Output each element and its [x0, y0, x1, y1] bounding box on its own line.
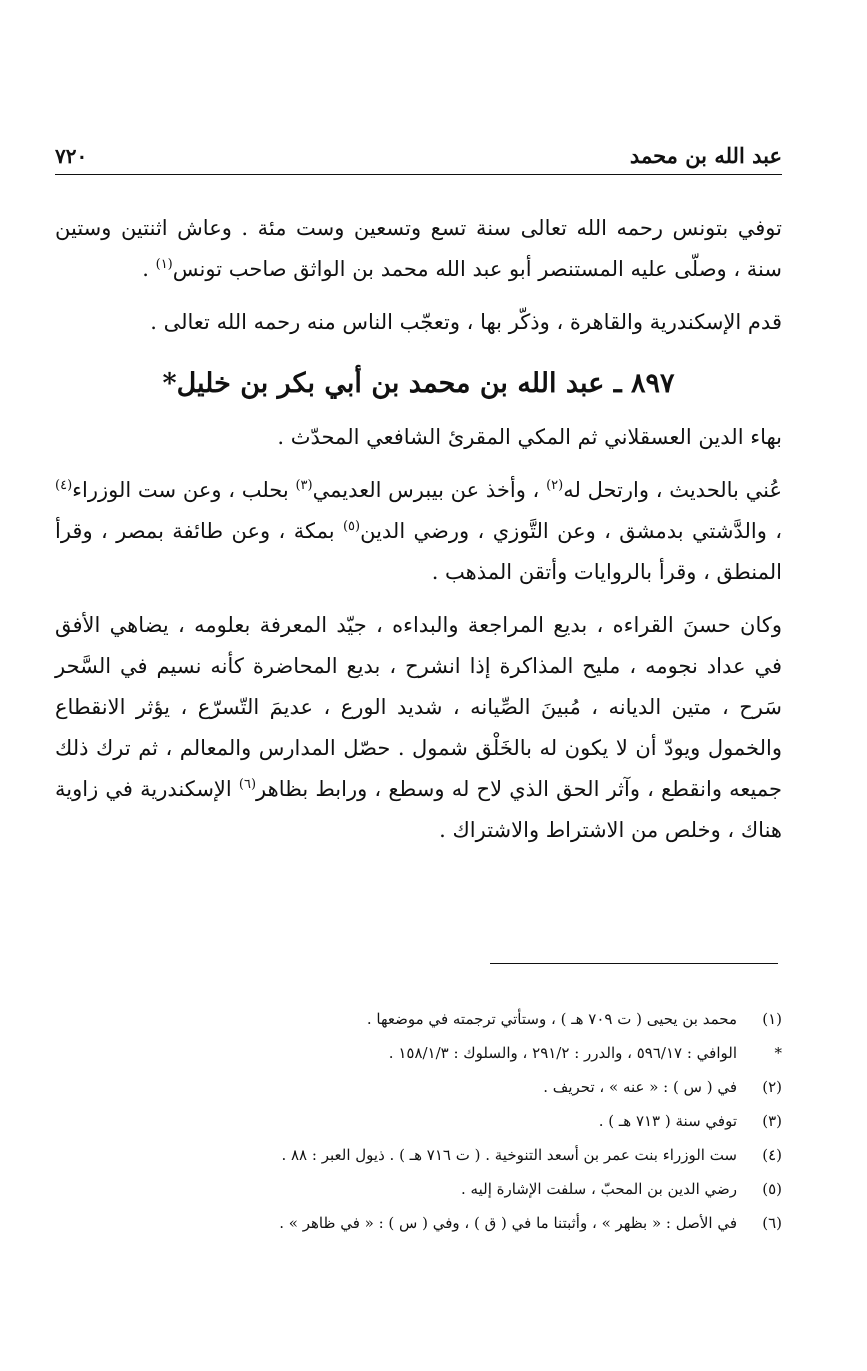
footnote-marker: (٤) — [762, 1146, 782, 1164]
footnote-text: رضي الدين بن المحبّ ، سلفت الإشارة إليه . — [461, 1180, 737, 1198]
footnote-text: توفي سنة ( ٧١٣ هـ ) . — [598, 1112, 737, 1130]
footnote-text: محمد بن يحيى ( ت ٧٠٩ هـ ) ، وستأتي ترجمته في موضعها . — [366, 1010, 737, 1028]
footnote-marker: (٢) — [762, 1078, 782, 1096]
footnote-text: في ( س ) : « عنه » ، تحريف . — [543, 1078, 737, 1096]
text-span: وكان حسنَ القراءه ، بديع المراجعة والبداءه ، جيّد المعرفة بعلومه ، يضاهي الأفق في عداد نجومه ، مليح المذاكرة إذا انشرح ، بديع المحاضرة كأنه نسيم في السَّحر سَرح ، متين الديانه ، مُبينَ الصِّيانه ، شديد الورع ، عديمَ التّسرّع ، يؤثر الانقطاع والخمول ويودّ أن لا يكون له بالخَلْق شمول . حصّل المدارس والمعالم ، ثم ترك ذلك جميعه وانقطع ، وآثر الحق الذي لاح له وسطع ، ورابط بظاهر — [55, 613, 782, 801]
footnote-marker: (١) — [762, 1010, 782, 1028]
footnote-text: ست الوزراء بنت عمر بن أسعد التنوخية . ( ت ٧١٦ هـ ) . ذيول العبر : ٨٨ . — [281, 1146, 737, 1164]
footnote-divider — [490, 963, 778, 964]
footnote-marker: (٥) — [762, 1180, 782, 1198]
paragraph-title: بهاء الدين العسقلاني ثم المكي المقرئ الشافعي المحدّث . — [277, 425, 782, 449]
footnote-marker: (٣) — [762, 1112, 782, 1130]
paragraph-alexandria: قدم الإسكندرية والقاهرة ، وذكّر بها ، وتعجّب الناس منه رحمه الله تعالى . — [150, 310, 782, 334]
footnote-ref-2: (٢) — [546, 478, 564, 493]
footnote-ref-6: (٦) — [238, 777, 257, 792]
text-span: توفي بتونس رحمه الله تعالى سنة تسع وتسعين وست مئة . وعاش اثنتين وستين سنة ، وصلّى عليه المستنصر أبو عبد الله محمد بن الواثق صاحب تونس — [55, 216, 782, 281]
header-title: عبد الله بن محمد — [629, 143, 782, 168]
footnote-marker: (٦) — [762, 1214, 782, 1232]
footnote-ref-3: (٣) — [295, 478, 313, 493]
footnotes — [90, 1002, 782, 1240]
text-span: ، والدَّشتي بدمشق ، وعن التَّوزي ، ورضي الدين — [360, 519, 782, 543]
footnote-ref-1: (١) — [155, 257, 173, 272]
footnote-text: في الأصل : « بظهر » ، وأثبتنا ما في ( ق ) ، وفي ( س ) : « في ظاهر » . — [279, 1214, 737, 1232]
footnote-text: الوافي : ٥٩٦/١٧ ، والدرر : ٢٩١/٢ ، والسلوك : ١٥٨/١/٣ . — [388, 1044, 737, 1062]
text-span: الإسكندرية في زاوية هناك ، وخلص من الاشتراط والاشتراك . — [55, 777, 782, 842]
footnote-marker: * — [774, 1044, 782, 1062]
footnote-ref-5: (٥) — [342, 519, 361, 534]
text-span: بحلب ، وعن ست الوزراء — [72, 478, 296, 502]
footnote — [90, 1206, 782, 1240]
entry-heading: ٨٩٧ ـ عبد الله بن محمد بن أبي بكر بن خليل* — [162, 368, 675, 399]
footnote — [90, 1036, 782, 1070]
footnote-ref-4: (٤) — [55, 478, 73, 493]
page-number: ٧٢٠ — [55, 144, 88, 168]
footnote — [90, 1138, 782, 1172]
main-text — [55, 208, 782, 863]
text-span: . — [142, 257, 156, 281]
paragraph-teachers — [55, 470, 782, 593]
paragraph-death — [55, 208, 782, 290]
footnote — [90, 1070, 782, 1104]
text-span: ، وأخذ عن بيبرس العديمي — [312, 478, 547, 502]
text-span: بمكة ، وعن طائفة بمصر ، وقرأ المنطق ، وقرأ بالروايات وأتقن المذهب . — [55, 519, 782, 584]
running-header — [55, 128, 782, 175]
text-span: عُني بالحديث ، وارتحل له — [563, 478, 782, 502]
footnote — [90, 1104, 782, 1138]
paragraph-character — [55, 605, 782, 851]
footnote — [90, 1002, 782, 1036]
footnote — [90, 1172, 782, 1206]
